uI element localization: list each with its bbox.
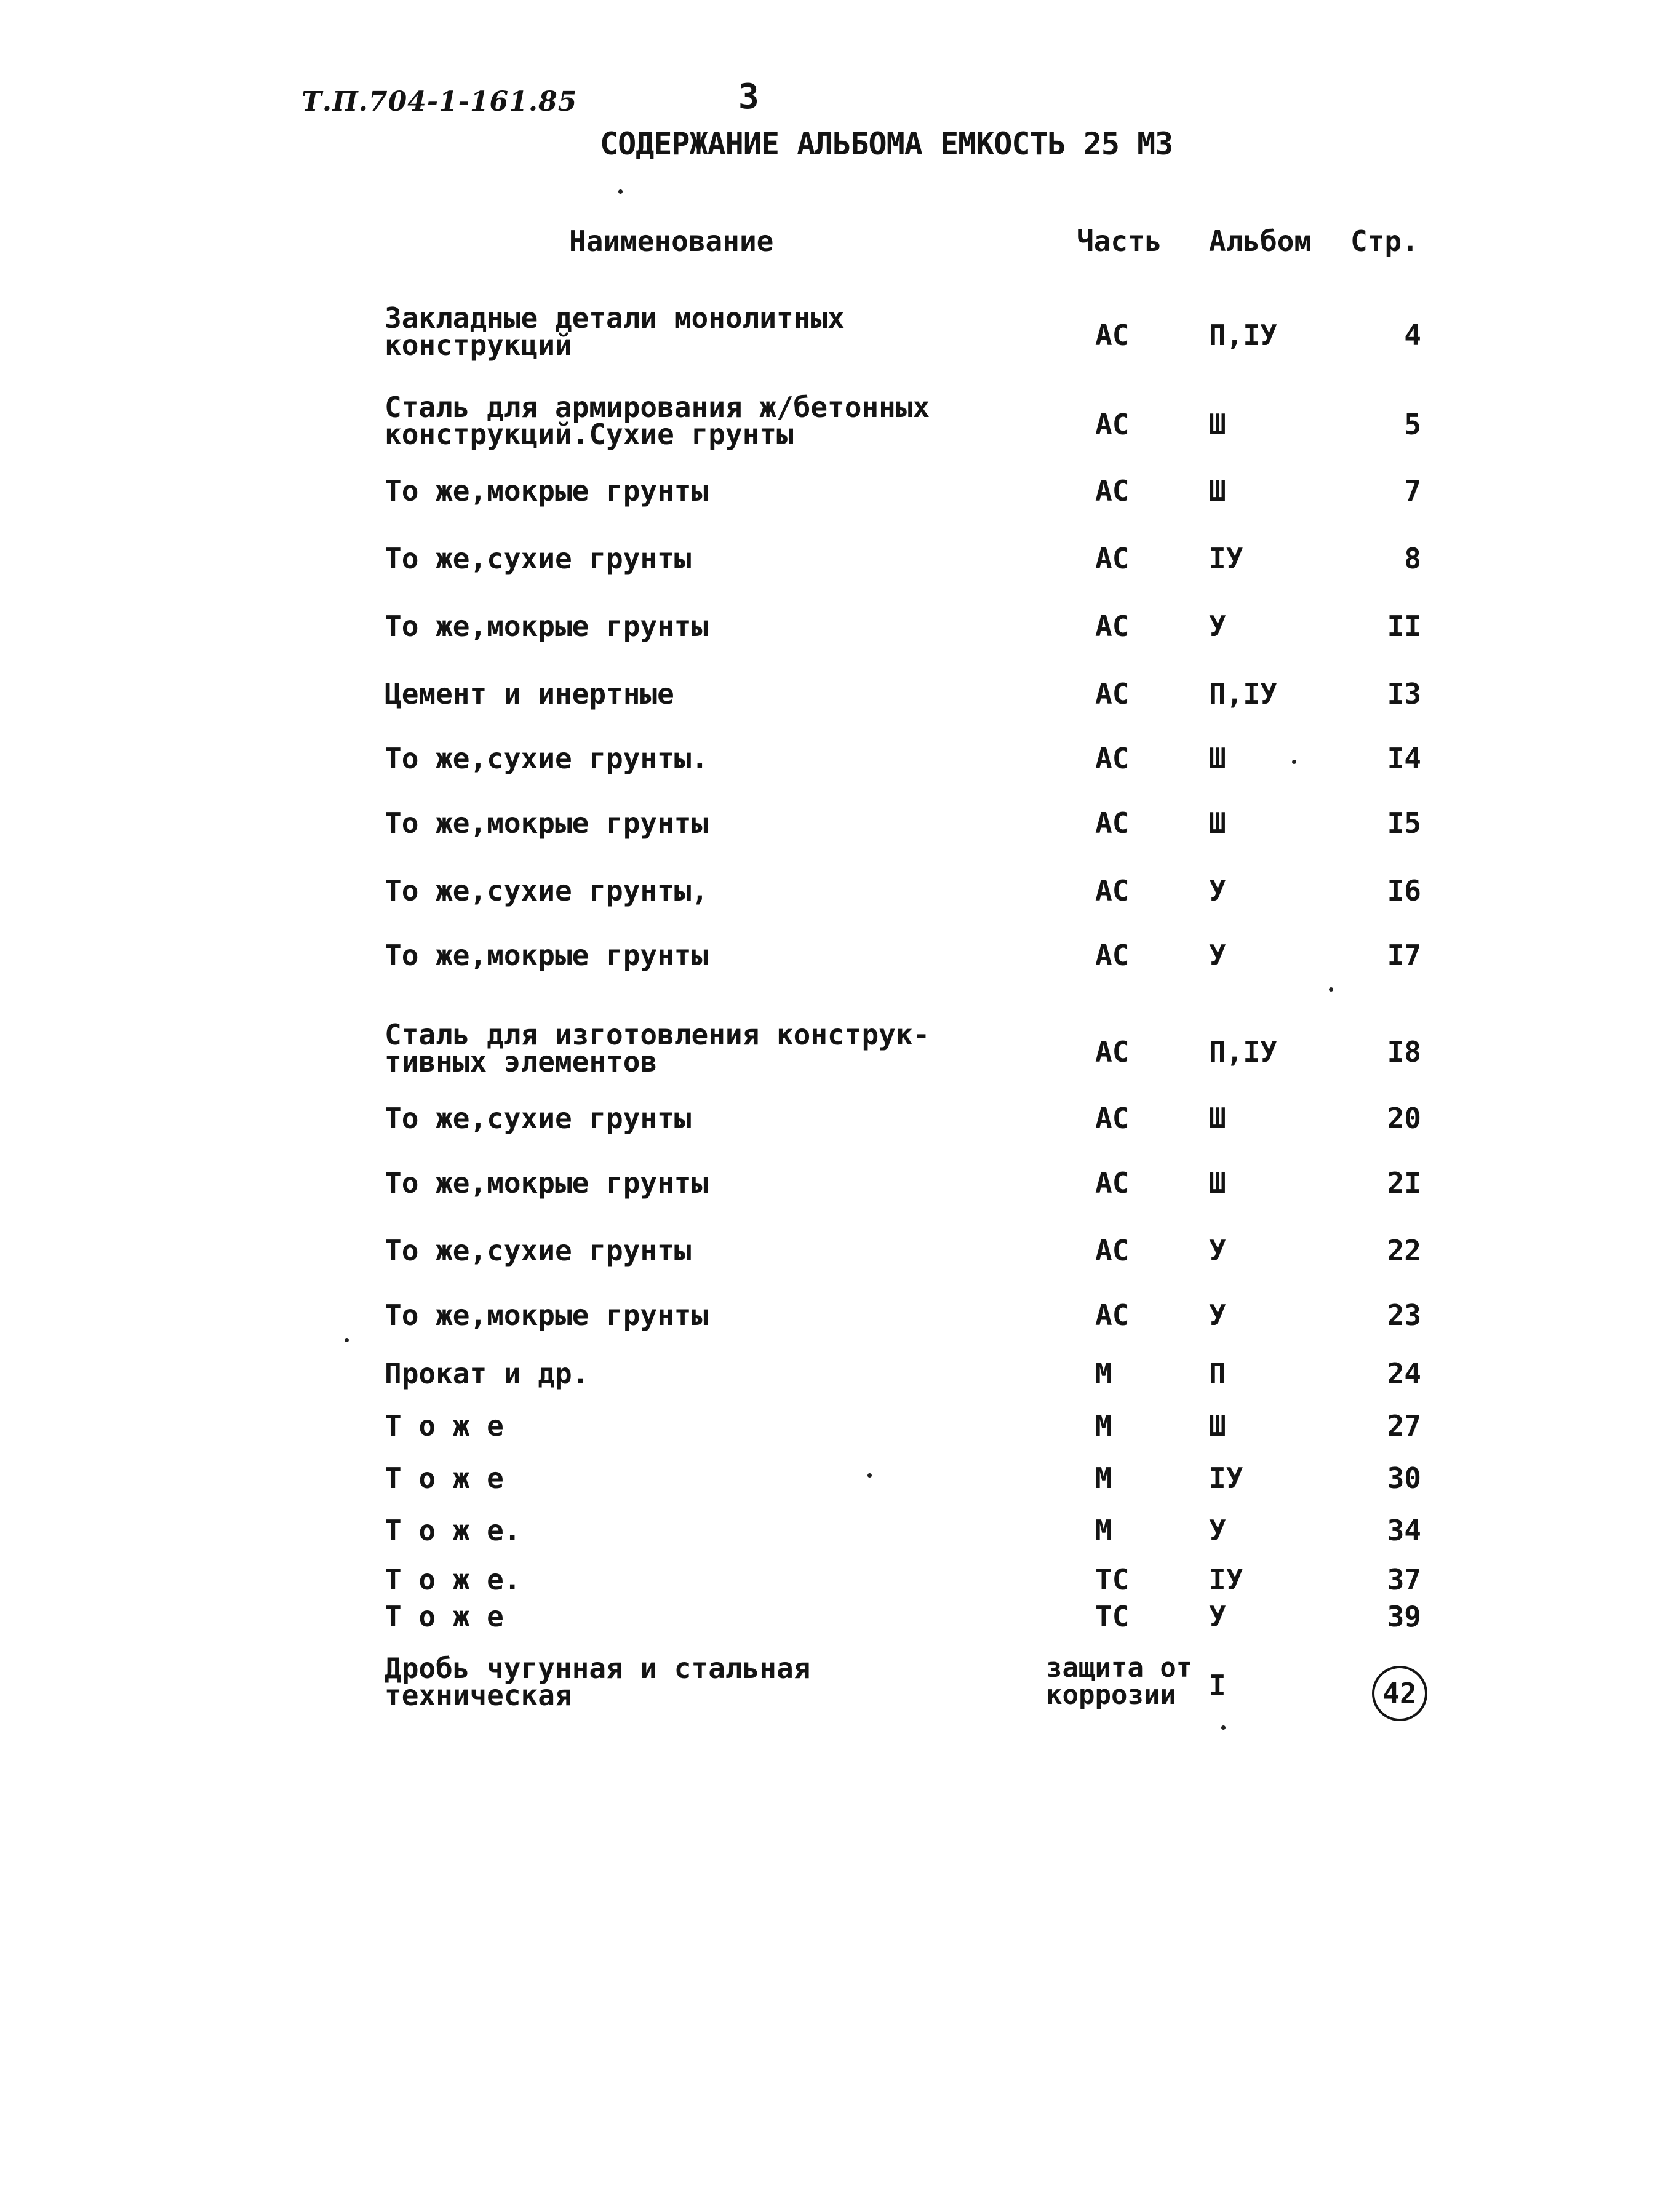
row-name-line: Т о ж е. — [385, 1563, 521, 1596]
row-album: У — [1209, 939, 1226, 972]
row-name-line: Т о ж е. — [385, 1514, 521, 1547]
row-part-line: АС — [1095, 542, 1130, 575]
row-album: П,IУ — [1209, 1035, 1277, 1068]
row-name-line: Т о ж е — [385, 1462, 504, 1495]
table-row — [0, 301, 1655, 366]
row-album: Ш — [1209, 408, 1226, 441]
row-page: 22 — [1387, 1234, 1421, 1267]
row-name — [385, 742, 709, 775]
row-part — [1095, 1035, 1130, 1068]
row-page: 39 — [1387, 1600, 1421, 1633]
row-part-line: АС — [1095, 806, 1130, 840]
row-album: Ш — [1209, 1409, 1226, 1442]
row-part — [1046, 1652, 1193, 1711]
row-album: У — [1209, 1234, 1226, 1267]
row-name-line: То же,мокрые грунты — [385, 1166, 709, 1199]
row-name-line: Т о ж е — [385, 1409, 504, 1442]
row-page — [1372, 1672, 1421, 1721]
row-album: П — [1209, 1357, 1226, 1390]
column-header-page: Стр. — [1350, 225, 1419, 258]
row-part — [1095, 1299, 1130, 1332]
row-page: I8 — [1387, 1035, 1421, 1068]
table-row — [0, 474, 1655, 535]
row-name — [385, 391, 930, 451]
row-name-line: техническая — [385, 1679, 572, 1712]
row-name — [385, 1018, 930, 1078]
row-page: 7 — [1404, 474, 1421, 507]
scan-speck — [618, 189, 623, 194]
row-part-line: АС — [1095, 742, 1130, 775]
table-row — [0, 609, 1655, 670]
row-part-line: АС — [1095, 874, 1130, 907]
row-name — [385, 1357, 589, 1390]
row-page: 30 — [1387, 1462, 1421, 1495]
row-part — [1095, 1563, 1130, 1596]
row-part-line: АС — [1095, 408, 1130, 441]
row-name — [385, 1234, 692, 1267]
row-name-line: тивных элементов — [385, 1045, 658, 1078]
table-row — [0, 1101, 1655, 1163]
row-part-line: защита от — [1046, 1652, 1193, 1684]
row-part-line: АС — [1095, 1035, 1130, 1068]
row-name — [385, 806, 709, 840]
table-row — [0, 806, 1655, 867]
row-page: I3 — [1387, 677, 1421, 710]
column-header-name: Наименование — [569, 225, 774, 258]
row-name-line: То же,мокрые грунты — [385, 474, 709, 507]
row-part-line: АС — [1095, 610, 1130, 643]
scan-speck — [1292, 760, 1296, 764]
page-number: 3 — [738, 77, 759, 117]
row-name — [385, 1102, 692, 1135]
doc-code: Т.П.704-1-161.85 — [301, 86, 578, 117]
row-part — [1095, 939, 1130, 972]
row-part — [1095, 319, 1130, 352]
row-name-line: То же,мокрые грунты — [385, 806, 709, 840]
row-page: 20 — [1387, 1102, 1421, 1135]
row-page: 5 — [1404, 408, 1421, 441]
row-album: Ш — [1209, 806, 1226, 840]
row-name-line: Сталь для армирования ж/бетонных — [385, 391, 930, 424]
row-part-line: ТС — [1095, 1600, 1130, 1633]
row-name — [385, 677, 674, 710]
document-title: СОДЕРЖАНИЕ АЛЬБОМА ЕМКОСТЬ 25 МЗ — [600, 126, 1173, 162]
row-name-line: Закладные детали монолитных — [385, 301, 845, 335]
row-name — [385, 874, 709, 907]
row-name-line: конструкций — [385, 328, 572, 362]
scan-speck — [1329, 987, 1333, 992]
row-album: У — [1209, 1299, 1226, 1332]
row-name-line: Дробь чугунная и стальная — [385, 1652, 811, 1685]
row-name — [385, 1652, 811, 1712]
row-part — [1095, 610, 1130, 643]
table-row — [0, 1166, 1655, 1227]
table-row — [0, 677, 1655, 738]
row-part — [1095, 874, 1130, 907]
row-part-line: коррозии — [1046, 1679, 1176, 1711]
row-part — [1095, 1462, 1112, 1495]
row-name — [385, 474, 709, 507]
row-name — [385, 1299, 709, 1332]
row-part — [1095, 542, 1130, 575]
row-album: У — [1209, 1514, 1226, 1547]
table-row — [0, 1599, 1655, 1661]
row-name — [385, 610, 709, 643]
row-page: I5 — [1387, 806, 1421, 840]
row-name-line: Т о ж е — [385, 1600, 504, 1633]
row-name — [385, 1166, 709, 1199]
row-page: I6 — [1387, 874, 1421, 907]
row-page: 27 — [1387, 1409, 1421, 1442]
row-part — [1095, 1514, 1112, 1547]
row-page: 24 — [1387, 1357, 1421, 1390]
row-album: Ш — [1209, 742, 1226, 775]
row-part-line: АС — [1095, 1299, 1130, 1332]
row-part-line: АС — [1095, 1102, 1130, 1135]
row-album: IУ — [1209, 1462, 1243, 1495]
row-name — [385, 939, 709, 972]
row-name-line: То же,мокрые грунты — [385, 939, 709, 972]
row-part-line: М — [1095, 1357, 1112, 1390]
row-part-line: АС — [1095, 677, 1130, 710]
row-name-line: То же,сухие грунты — [385, 542, 692, 575]
row-name-line: Сталь для изготовления конструк- — [385, 1018, 930, 1051]
table-row — [0, 1652, 1655, 1716]
row-part-line: АС — [1095, 1234, 1130, 1267]
row-part-line: М — [1095, 1409, 1112, 1442]
row-part — [1095, 677, 1130, 710]
row-page: 8 — [1404, 542, 1421, 575]
row-album: Ш — [1209, 1102, 1226, 1135]
row-name-line: То же,сухие грунты, — [385, 874, 709, 907]
row-name-line: То же,сухие грунты — [385, 1102, 692, 1135]
row-album: IУ — [1209, 542, 1243, 575]
row-name-line: То же,мокрые грунты — [385, 1299, 709, 1332]
column-header-part: Часть — [1077, 225, 1162, 258]
row-album: Ш — [1209, 474, 1226, 507]
row-part — [1095, 742, 1130, 775]
table-row — [0, 1018, 1655, 1083]
row-page: I7 — [1387, 939, 1421, 972]
row-name — [385, 1600, 504, 1633]
row-album: У — [1209, 874, 1226, 907]
row-page: II — [1387, 610, 1421, 643]
row-part — [1095, 1166, 1130, 1199]
row-name-line: То же,сухие грунты. — [385, 742, 709, 775]
table-row — [0, 541, 1655, 603]
row-part-line: АС — [1095, 1166, 1130, 1199]
row-name — [385, 1514, 521, 1547]
row-name-line: конструкций.Сухие грунты — [385, 418, 794, 451]
row-album: У — [1209, 1600, 1226, 1633]
row-name — [385, 542, 692, 575]
row-part — [1095, 806, 1130, 840]
row-name — [385, 1462, 504, 1495]
row-part — [1095, 474, 1130, 507]
row-name — [385, 1409, 504, 1442]
row-part-line: М — [1095, 1514, 1112, 1547]
table-row — [0, 391, 1655, 455]
row-part-line: М — [1095, 1462, 1112, 1495]
row-page: 2I — [1387, 1166, 1421, 1199]
scan-speck — [1221, 1725, 1226, 1730]
row-part — [1095, 1102, 1130, 1135]
row-part — [1095, 1357, 1112, 1390]
row-album: У — [1209, 610, 1226, 643]
row-album: П,IУ — [1209, 677, 1277, 710]
table-row — [0, 873, 1655, 935]
row-page: 4 — [1404, 319, 1421, 352]
row-part — [1095, 1234, 1130, 1267]
row-name-line: То же,сухие грунты — [385, 1234, 692, 1267]
row-part — [1095, 1409, 1112, 1442]
row-part — [1095, 1600, 1130, 1633]
row-page: 37 — [1387, 1563, 1421, 1596]
row-part-line: АС — [1095, 474, 1130, 507]
column-header-album: Альбом — [1209, 225, 1312, 258]
row-page: 23 — [1387, 1299, 1421, 1332]
row-page: 34 — [1387, 1514, 1421, 1547]
row-part-line: АС — [1095, 319, 1130, 352]
row-album: IУ — [1209, 1563, 1243, 1596]
table-row — [0, 938, 1655, 1000]
row-name — [385, 1563, 521, 1596]
row-album: П,IУ — [1209, 319, 1277, 352]
row-part-line: АС — [1095, 939, 1130, 972]
table-row — [0, 1298, 1655, 1359]
row-part — [1095, 408, 1130, 441]
table-row — [0, 741, 1655, 803]
scan-speck — [345, 1338, 349, 1342]
row-part-line: ТС — [1095, 1563, 1130, 1596]
row-name — [385, 301, 845, 362]
row-page: I4 — [1387, 742, 1421, 775]
row-album: I — [1209, 1669, 1226, 1702]
row-album: Ш — [1209, 1166, 1226, 1199]
row-name-line: То же,мокрые грунты — [385, 610, 709, 643]
row-name-line: Прокат и др. — [385, 1357, 589, 1390]
circled-page-number: 42 — [1372, 1666, 1427, 1721]
scan-speck — [867, 1473, 872, 1478]
table-row — [0, 1233, 1655, 1295]
row-name-line: Цемент и инертные — [385, 677, 674, 710]
